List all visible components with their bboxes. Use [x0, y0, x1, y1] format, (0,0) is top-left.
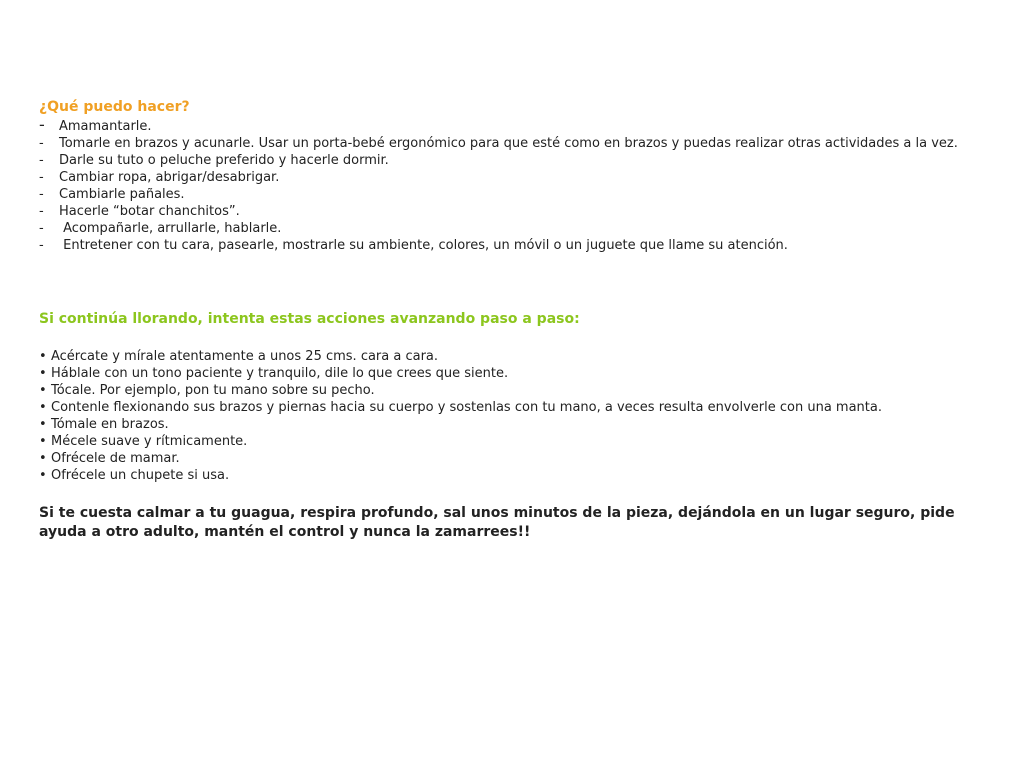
list-item-text: Acércate y mírale atentamente a unos 25 cms. cara a cara. [51, 349, 439, 364]
list-item-text: Háblale con un tono paciente y tranquilo, dile lo que crees que siente. [51, 366, 509, 381]
what-can-i-do-list [39, 116, 984, 254]
bullet-marker: • [39, 434, 47, 449]
list-item [39, 365, 984, 382]
list-item [39, 450, 984, 467]
list-item [39, 186, 984, 203]
list-item-text: Hacerle “botar chanchitos”. [59, 204, 240, 219]
dash-marker: - [39, 187, 44, 202]
list-item-text: Ofrécele de mamar. [51, 451, 180, 466]
list-item-text: Tócale. Por ejemplo, pon tu mano sobre su pecho. [51, 383, 375, 398]
list-item-text: Mécele suave y rítmicamente. [51, 434, 248, 449]
safety-warning: Si te cuesta calmar a tu guagua, respira profundo, sal unos minutos de la pieza, dejándola en un lugar seguro, pide ayuda a otro adulto, mantén el control y nunca la zamarrees!! [39, 505, 955, 540]
list-item-text: Entretener con tu cara, pasearle, mostrarle su ambiente, colores, un móvil o un juguete que llame su atención. [59, 238, 788, 253]
bullet-marker: • [39, 451, 47, 466]
keep-crying-heading: Si continúa llorando, intenta estas acciones avanzando paso a paso: [39, 311, 580, 327]
bullet-marker: • [39, 349, 47, 364]
list-item [39, 433, 984, 450]
list-item [39, 220, 984, 237]
list-item-text: Ofrécele un chupete si usa. [51, 468, 230, 483]
list-item [39, 416, 984, 433]
list-item [39, 237, 984, 254]
list-item [39, 348, 984, 365]
list-item-text: Darle su tuto o peluche preferido y hacerle dormir. [59, 153, 389, 168]
list-item [39, 399, 984, 416]
bullet-marker: • [39, 468, 47, 483]
list-item-text: Acompañarle, arrullarle, hablarle. [59, 221, 282, 236]
list-item [39, 169, 984, 186]
dash-marker: - [39, 153, 44, 168]
list-item-text: Cambiar ropa, abrigar/desabrigar. [59, 170, 280, 185]
list-item-text: Tómale en brazos. [51, 417, 169, 432]
bullet-marker: • [39, 383, 47, 398]
list-item-text: Tomarle en brazos y acunarle. Usar un porta-bebé ergonómico para que esté como en brazos y puedas realizar otras actividades a la vez. [59, 136, 958, 151]
dash-marker: - [39, 238, 44, 253]
bullet-marker: • [39, 417, 47, 432]
bullet-marker: • [39, 400, 47, 415]
list-item [39, 116, 984, 135]
bullet-marker: • [39, 366, 47, 381]
steps-list [39, 348, 984, 484]
list-item [39, 382, 984, 399]
list-item [39, 467, 984, 484]
dash-marker: - [39, 204, 44, 219]
dash-marker: - [39, 170, 44, 185]
list-item-text: Amamantarle. [59, 119, 152, 134]
dash-marker: - [39, 115, 45, 134]
list-item [39, 135, 984, 152]
list-item-text: Cambiarle pañales. [59, 187, 185, 202]
list-item-text: Contenle flexionando sus brazos y piernas hacia su cuerpo y sostenlas con tu mano, a veces resulta envolverle con una manta. [51, 400, 882, 415]
list-item [39, 152, 984, 169]
dash-marker: - [39, 136, 44, 151]
dash-marker: - [39, 221, 44, 236]
what-can-i-do-heading: ¿Qué puedo hacer? [39, 99, 190, 115]
list-item [39, 203, 984, 220]
document-page [39, 98, 984, 542]
